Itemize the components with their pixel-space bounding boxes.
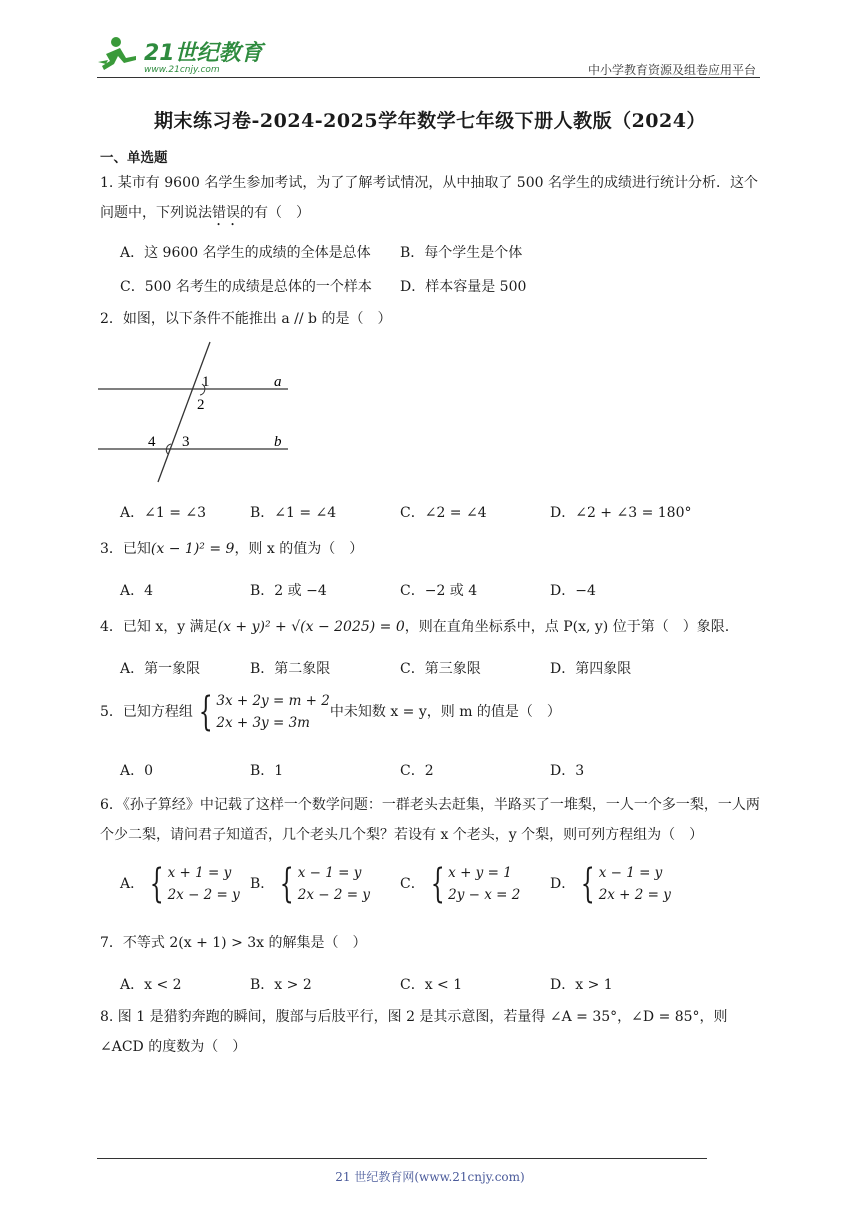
page-title: 期末练习卷-2024-2025学年数学七年级下册人教版（2024） (154, 110, 706, 132)
question-5-stem: 5．已知方程组 { 3x + 2y = m + 2 2x + 3y = 3m 中未知数 x = y，则 m 的值是（ ） (100, 689, 561, 735)
footer-text: 21 世纪教育网(www.21cnjy.com) (335, 1170, 525, 1184)
q5-option-b: B．1 (250, 763, 284, 779)
q6-option-d: D． { x − 1 = y 2x + 2 = y (550, 861, 671, 907)
q2-option-a: A．∠1 = ∠3 (120, 505, 207, 521)
q1-option-b: B．每个学生是个体 (400, 245, 523, 261)
q7-option-c: C．x < 1 (400, 977, 463, 993)
q3-option-a: A．4 (120, 583, 154, 599)
angle-label-2: 2 (197, 397, 205, 413)
angle-label-3: 3 (182, 434, 190, 450)
angle-label-1: 1 (202, 374, 210, 390)
question-8-stem: 8. 图 1 是猎豹奔跑的瞬间，腹部与后肢平行，图 2 是其示意图，若量得 ∠A = 35°，∠D = 85°，则 ∠ACD 的度数为（ ） (100, 1009, 728, 1055)
header-divider (97, 77, 760, 78)
q2-option-d: D．∠2 + ∠3 = 180° (550, 505, 692, 521)
q2-option-c: C．∠2 = ∠4 (400, 505, 487, 521)
q4-expression: (x + y)² + √(x − 2025) = 0 (217, 619, 405, 635)
q7-option-a: A．x < 2 (120, 977, 182, 993)
q4-option-d: D．第四象限 (550, 661, 632, 677)
svg-text:21世纪教育: 21世纪教育 (144, 41, 263, 66)
q3-option-d: D．−4 (550, 583, 596, 599)
q6-option-b: B． { x − 1 = y 2x − 2 = y (250, 861, 370, 907)
svg-text:www.21cnjy.com: www.21cnjy.com (144, 65, 220, 75)
angle-label-4: 4 (148, 434, 156, 450)
q3-option-b: B．2 或 −4 (250, 583, 327, 599)
q1-option-c: C．500 名考生的成绩是总体的一个样本 (120, 279, 372, 295)
question-3-stem: 3．已知(x − 1)² = 9，则 x 的值为（ ） (100, 541, 364, 557)
footer-divider (97, 1158, 707, 1159)
q1-option-a: A．这 9600 名学生的成绩的全体是总体 (120, 245, 371, 261)
line-label-b: b (274, 434, 282, 450)
q6-option-a: A． { x + 1 = y 2x − 2 = y (120, 861, 240, 907)
q4-option-c: C．第三象限 (400, 661, 481, 677)
q7-option-d: D．x > 1 (550, 977, 613, 993)
question-4-stem: 4．已知 x，y 满足(x + y)² + √(x − 2025) = 0，则在直角坐标系中，点 P(x, y) 位于第（ ）象限. (100, 619, 730, 635)
question-2-stem: 2．如图，以下条件不能推出 a // b 的是（ ） (100, 311, 392, 327)
site-logo (96, 34, 266, 76)
q2-option-b: B．∠1 = ∠4 (250, 505, 337, 521)
q4-option-a: A．第一象限 (120, 661, 201, 677)
q7-option-b: B．x > 2 (250, 977, 312, 993)
q5-option-d: D．3 (550, 763, 585, 779)
q5-equation-system: { 3x + 2y = m + 2 2x + 3y = 3m (198, 689, 330, 735)
parallel-lines-figure (96, 340, 296, 489)
q3-expression: (x − 1)² = 9 (150, 541, 235, 557)
q3-option-c: C．−2 或 4 (400, 583, 478, 599)
q5-option-a: A．0 (120, 763, 154, 779)
q4-option-b: B．第二象限 (250, 661, 331, 677)
question-1-stem: 1. 某市有 9600 名学生参加考试，为了了解考试情况，从中抽取了 500 名学生的成绩进行统计分析．这个问题中，下列说法错误的有（ ） (100, 175, 758, 221)
platform-name: 中小学教育资源及组卷应用平台 (587, 63, 756, 77)
line-label-a: a (274, 374, 282, 390)
section-heading: 一、单选题 (100, 150, 168, 166)
question-6-stem: 6．《孙子算经》中记载了这样一个数学问题：一群老头去赶集，半路买了一堆梨，一人一个多一梨，一人两个少二梨，请问君子知道否，几个老头几个梨？若设有 x 个老头，y 个梨，则可列方程组为（ ） (100, 797, 760, 843)
q5-option-c: C．2 (400, 763, 434, 779)
q1-option-d: D．样本容量是 500 (400, 279, 527, 295)
question-7-stem: 7．不等式 2(x + 1) > 3x 的解集是（ ） (100, 935, 367, 951)
q6-option-c: C． { x + y = 1 2y − x = 2 (400, 861, 521, 907)
